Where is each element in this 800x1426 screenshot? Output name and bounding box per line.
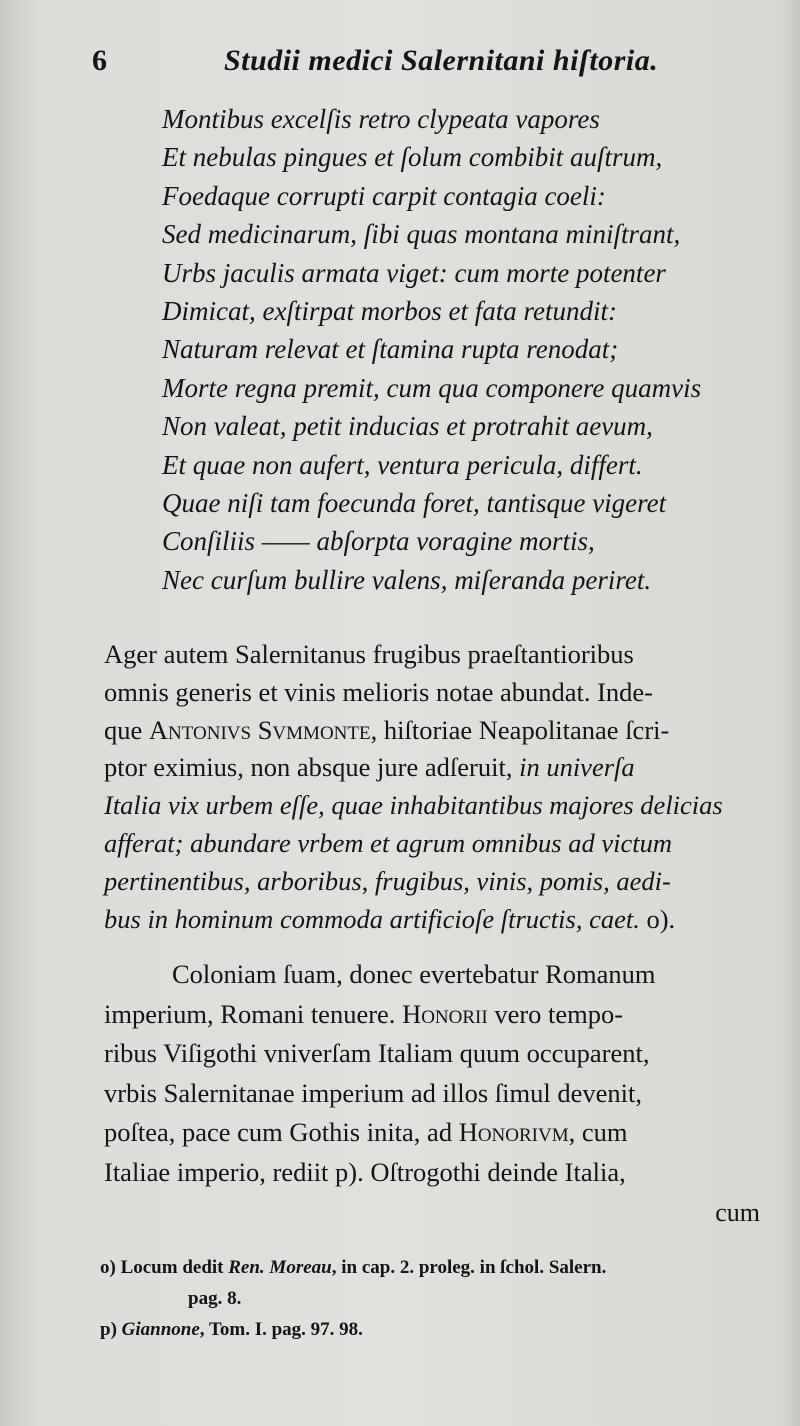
text-line: Coloniam ſuam, donec evertebatur Romanum (172, 959, 656, 989)
catchword: cum (715, 1198, 760, 1227)
verse-line: Conſiliis —— abſorpta voragine mortis, (162, 526, 595, 557)
text-line (104, 712, 760, 750)
name-honorii: Honorii (402, 998, 488, 1029)
quotation-span: in univerſa (519, 752, 635, 783)
name-honorium: Honorivm (458, 1117, 569, 1148)
quotation-span: bus in hominum commoda artificioſe ſtructis, caet. (104, 903, 640, 934)
cited-author: Giannone (121, 1319, 200, 1340)
verse-line: Naturam relevat et ſtamina rupta renodat; (162, 334, 619, 365)
text-line: ribus Viſigothi vniverſam Italiam quum occuparent, (104, 1038, 650, 1069)
text-span: poſtea, pace cum Gothis inita, ad (104, 1117, 459, 1148)
text-line: Italiae imperio, rediit p). Oſtrogothi deinde Italia, (104, 1156, 626, 1187)
quotation-line: afferat; abundare vrbem et agrum omnibus ad victum (104, 827, 672, 858)
text-span: , cum (568, 1117, 628, 1148)
text-span: p) (100, 1319, 122, 1340)
running-title: Studii medici Salernitani hiſtoria. (224, 44, 659, 77)
footnote-p (100, 1314, 780, 1345)
text-span: , Tom. I. pag. 97. 98. (199, 1319, 363, 1340)
verse-line: Foedaque corrupti carpit contagia coeli: (162, 180, 606, 211)
page-number: 6 (92, 44, 107, 77)
text-line: omnis generis et vinis melioris notae abundat. Inde- (104, 676, 654, 707)
verse-line: Quae niſi tam foecunda foret, tantisque vigeret (162, 487, 667, 518)
quotation-line: Italia vix urbem eſſe, quae inhabitantibus majores delicias (104, 790, 723, 821)
text-line (104, 1113, 760, 1153)
text-line: vrbis Salernitanae imperium ad illos ſimul devenit, (104, 1077, 642, 1108)
text-line (104, 749, 760, 787)
text-line (104, 901, 760, 939)
footnote-ref-o: o). (639, 903, 676, 934)
verse-line: Morte regna premit, cum qua componere quamvis (162, 372, 702, 403)
author-name-summonte: Antonivs Svmmonte (148, 714, 371, 745)
page-header (92, 44, 692, 84)
text-span: vero tempo- (487, 998, 624, 1029)
verse-line: Et nebulas pingues et ſolum combibit auſtrum, (162, 142, 663, 173)
verse-line: Montibus excelſis retro clypeata vapores (162, 104, 600, 134)
text-span: ptor eximius, non absque jure adſeruit, (104, 752, 520, 783)
verse-line: Non valeat, petit inducias et protrahit aevum, (162, 411, 653, 442)
paragraph-coloniam (104, 955, 760, 1193)
cited-author: Ren. Moreau (228, 1257, 332, 1278)
verse-line: Nec curſum bullire valens, miſeranda periret. (162, 564, 652, 595)
paragraph-ager (104, 636, 760, 938)
footnote-o-continued: pag. 8. (188, 1288, 242, 1309)
text-line: Ager autem Salernitanus frugibus praeſtantioribus (104, 639, 634, 669)
text-span: , in cap. 2. proleg. in ſchol. Salern. (331, 1257, 607, 1278)
verse-block (162, 100, 772, 599)
footnote-o (100, 1252, 780, 1283)
verse-line: Sed medicinarum, ſibi quas montana miniſtrant, (162, 219, 681, 250)
text-span: que (104, 714, 149, 745)
footnotes (100, 1252, 780, 1345)
text-span: , hiſtoriae Neapolitanae ſcri- (370, 714, 670, 745)
verse-line: Et quae non aufert, ventura pericula, differt. (162, 449, 643, 480)
verse-line: Dimicat, exſtirpat morbos et fata retundit: (162, 295, 617, 326)
quotation-line: pertinentibus, arboribus, frugibus, vinis, pomis, aedi- (104, 865, 671, 896)
text-line (104, 995, 760, 1035)
text-span: imperium, Romani tenuere. (104, 998, 403, 1029)
text-span: o) Locum dedit (100, 1257, 229, 1278)
verse-line: Urbs jaculis armata viget: cum morte potenter (162, 257, 666, 288)
